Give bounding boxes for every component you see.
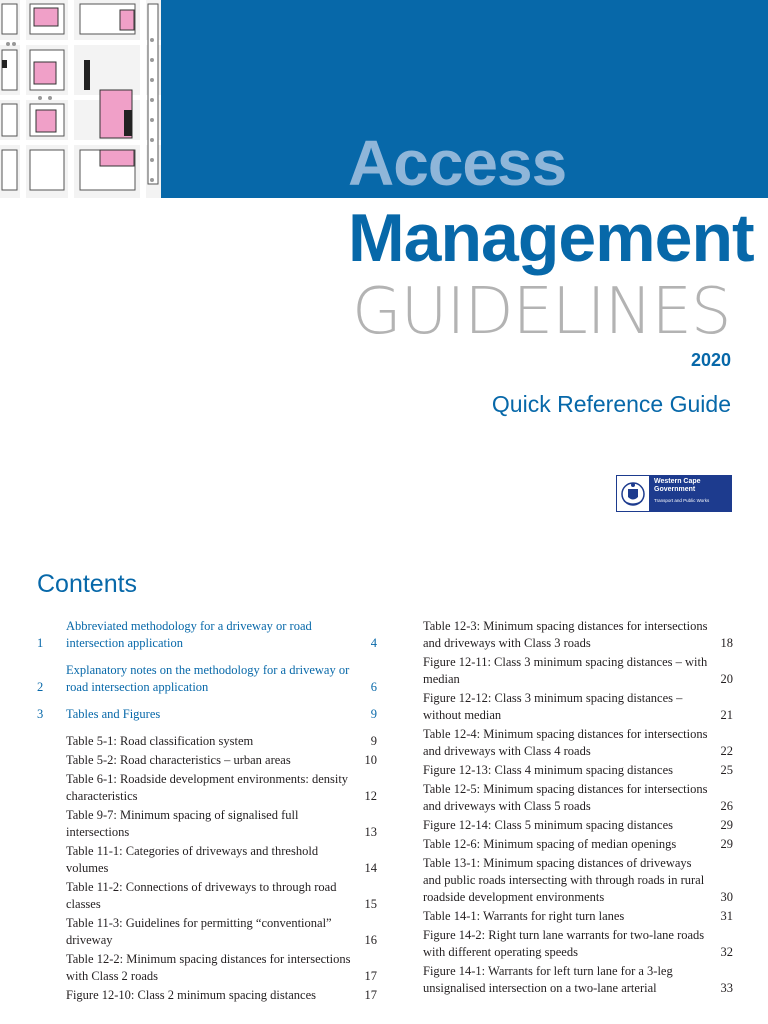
toc-entry[interactable] — [37, 662, 377, 696]
logo-line2: Government — [654, 486, 696, 493]
toc-entry[interactable] — [37, 771, 377, 805]
toc-entry-title: Table 11-1: Categories of driveways and threshold volumes — [66, 844, 319, 875]
toc-entry-page: 12 — [364, 789, 377, 803]
contents-heading: Contents — [37, 570, 138, 598]
logo-department: Transport and Public Works — [654, 498, 710, 503]
toc-entry-page: 30 — [720, 890, 733, 904]
toc-entry-page: 33 — [720, 981, 733, 995]
toc-entry[interactable] — [37, 951, 377, 985]
toc-entry[interactable] — [423, 762, 733, 779]
toc-entry-title: Table 12-2: Minimum spacing distances for intersections with Class 2 roads — [66, 952, 351, 983]
toc-entry-page: 6 — [370, 680, 377, 694]
toc-entry[interactable] — [423, 726, 733, 760]
toc-entry[interactable] — [423, 927, 733, 961]
toc-left-column — [37, 618, 377, 1006]
toc-entry-page: 25 — [720, 763, 733, 777]
toc-entry[interactable] — [37, 706, 377, 723]
toc-entry[interactable] — [423, 690, 733, 724]
toc-entry[interactable] — [37, 879, 377, 913]
toc-entry-number: 3 — [37, 707, 44, 721]
toc-entry-number: 2 — [37, 680, 44, 694]
title-management: Management — [348, 200, 754, 276]
toc-entry[interactable] — [423, 654, 733, 688]
toc-entry-title: Figure 12-14: Class 5 minimum spacing distances — [423, 818, 673, 832]
toc-entry-page: 31 — [720, 909, 733, 923]
toc-entry-title: Table 14-1: Warrants for right turn lanes — [423, 909, 625, 923]
document-subtitle: Quick Reference Guide — [491, 391, 731, 417]
toc-entry-page: 15 — [364, 897, 377, 911]
title-guidelines: GUIDELINES — [352, 275, 731, 349]
toc-entry-page: 4 — [370, 636, 377, 650]
toc-entry-page: 21 — [720, 708, 733, 722]
toc-entry-title: Figure 12-10: Class 2 minimum spacing distances — [66, 988, 316, 1002]
toc-entry-number: 1 — [37, 636, 44, 650]
western-cape-government-logo — [616, 475, 732, 512]
toc-entry[interactable] — [423, 781, 733, 815]
toc-entry-title: Figure 12-13: Class 4 minimum spacing distances — [423, 763, 673, 777]
toc-entry[interactable] — [37, 618, 377, 652]
publication-year: 2020 — [690, 350, 731, 370]
toc-entry[interactable] — [423, 618, 733, 652]
toc-entry-page: 10 — [364, 753, 377, 767]
toc-entry-title: Abbreviated methodology for a driveway or road intersection application — [66, 619, 312, 650]
toc-entry-page: 32 — [720, 945, 733, 959]
toc-entry-page: 9 — [370, 734, 377, 748]
toc-entry-title: Table 5-1: Road classification system — [66, 734, 254, 748]
toc-entry-page: 13 — [364, 825, 377, 839]
toc-entry-page: 17 — [364, 969, 377, 983]
toc-entry-title: Figure 14-2: Right turn lane warrants for two-lane roads with different operating speeds — [423, 928, 705, 959]
toc-entry[interactable] — [37, 915, 377, 949]
toc-entry-title: Tables and Figures — [66, 707, 161, 721]
toc-entry-title: Figure 14-1: Warrants for left turn lane for a 3-leg unsignalised intersection on a two-lane arterial — [423, 964, 673, 995]
toc-entry-page: 14 — [364, 861, 377, 875]
toc-entry-title: Figure 12-11: Class 3 minimum spacing distances – with median — [423, 655, 708, 686]
toc-entry[interactable] — [37, 807, 377, 841]
toc-entry-title: Figure 12-12: Class 3 minimum spacing distances – without median — [423, 691, 683, 722]
toc-entry-page: 20 — [720, 672, 733, 686]
toc-entry-title: Table 12-6: Minimum spacing of median openings — [423, 837, 677, 851]
logo-text — [650, 475, 732, 512]
toc-entry-title: Table 9-7: Minimum spacing of signalised full intersections — [66, 808, 299, 839]
toc-right-column — [423, 618, 733, 999]
toc-entry[interactable] — [423, 836, 733, 853]
toc-entry-title: Table 13-1: Minimum spacing distances of driveways and public roads intersecting with through roads in rural roadside development environments — [423, 856, 705, 904]
toc-entry[interactable] — [37, 733, 377, 750]
toc-entry-page: 18 — [720, 636, 733, 650]
toc-entry-page: 16 — [364, 933, 377, 947]
toc-entry-title: Table 11-2: Connections of driveways to through road classes — [66, 880, 337, 911]
coat-of-arms-icon — [616, 475, 650, 512]
toc-entry[interactable] — [37, 843, 377, 877]
toc-entry[interactable] — [423, 855, 733, 906]
toc-entry-title: Table 12-5: Minimum spacing distances for intersections and driveways with Class 5 roads — [423, 782, 708, 813]
toc-entry[interactable] — [37, 752, 377, 769]
toc-entry-title: Explanatory notes on the methodology for a driveway or road intersection application — [66, 663, 350, 694]
toc-entry-page: 17 — [364, 988, 377, 1002]
title-access: Access — [348, 127, 567, 199]
toc-entry-title: Table 6-1: Roadside development environments: density characteristics — [66, 772, 349, 803]
toc-entry-page: 29 — [720, 818, 733, 832]
site-plan-illustration — [0, 0, 161, 198]
toc-entry[interactable] — [423, 963, 733, 997]
toc-entry[interactable] — [423, 817, 733, 834]
toc-entry-page: 9 — [370, 707, 377, 721]
toc-entry[interactable] — [423, 908, 733, 925]
toc-entry[interactable] — [37, 987, 377, 1004]
toc-entry-title: Table 12-3: Minimum spacing distances for intersections and driveways with Class 3 roads — [423, 619, 708, 650]
toc-entry-page: 29 — [720, 837, 733, 851]
toc-entry-page: 22 — [720, 744, 733, 758]
toc-entry-title: Table 5-2: Road characteristics – urban areas — [66, 753, 291, 767]
logo-line1: Western Cape — [654, 478, 701, 485]
toc-entry-page: 26 — [720, 799, 733, 813]
toc-entry-title: Table 12-4: Minimum spacing distances for intersections and driveways with Class 4 roads — [423, 727, 708, 758]
toc-entry-title: Table 11-3: Guidelines for permitting “conventional” driveway — [66, 916, 332, 947]
